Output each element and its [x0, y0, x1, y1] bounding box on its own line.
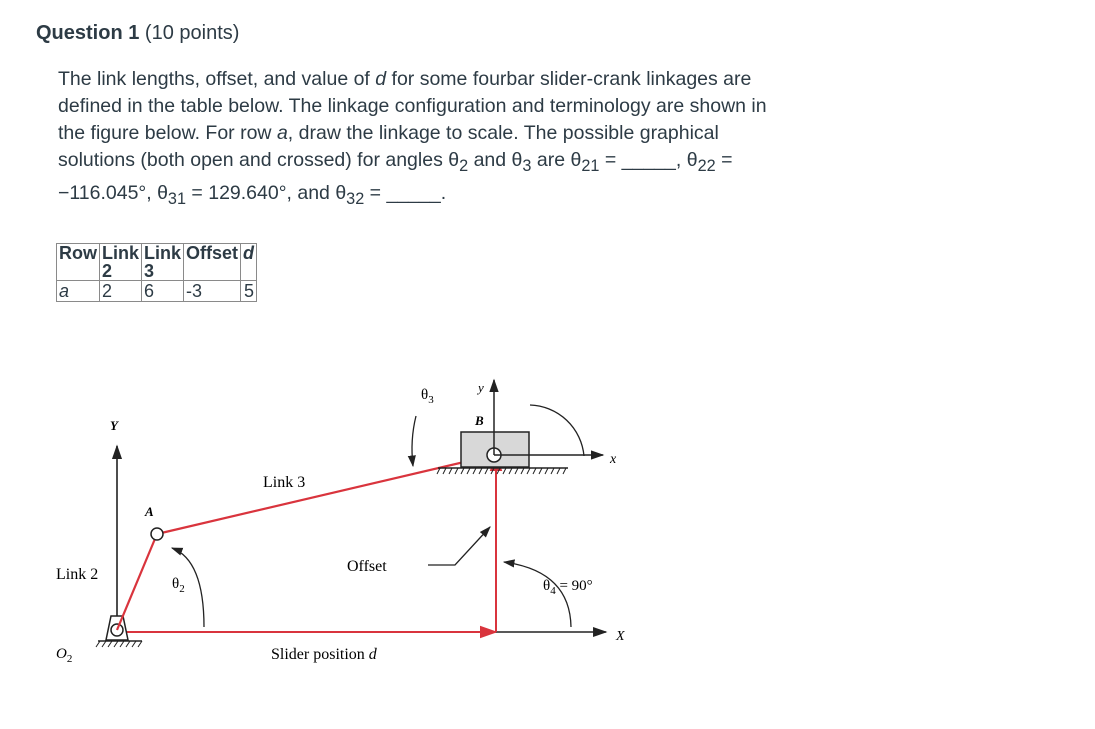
- label-theta2: $\theta_2$: [172, 576, 185, 595]
- header-link2: Link 2: [100, 244, 142, 281]
- theta3-arc: [412, 416, 416, 466]
- label-X: X: [616, 629, 625, 644]
- header-d: d: [241, 244, 257, 281]
- label-A: A: [145, 504, 154, 519]
- blank-theta32[interactable]: _____: [386, 181, 441, 204]
- label-link2: Link 2: [56, 566, 99, 583]
- cell-d: 5: [241, 281, 257, 302]
- link-3: [157, 455, 494, 534]
- link-2: [117, 534, 157, 630]
- pin-a: [151, 528, 163, 540]
- question-points: (10 points): [144, 22, 240, 44]
- text-line-5: −116.045°, $\theta_{31} = 129.640^\circ$, and $\theta_{32}$ = _____.: [58, 181, 447, 208]
- label-Y: Y: [110, 418, 118, 433]
- header-link3: Link 3: [142, 244, 184, 281]
- cell-link3: 6: [142, 281, 184, 302]
- cell-link2: 2: [100, 281, 142, 302]
- label-theta3: $\theta_3$: [421, 387, 434, 406]
- text-line-1: The link lengths, offset, and value of d for some fourbar slider-crank linkages are: [58, 68, 752, 90]
- label-offset: Offset: [347, 558, 387, 575]
- label-x: x: [610, 452, 617, 467]
- text-line-3: the figure below. For row a, draw the linkage to scale. The possible graphical: [58, 122, 719, 144]
- label-B: B: [475, 413, 484, 428]
- cell-offset: -3: [184, 281, 241, 302]
- offset-leader: [428, 527, 490, 565]
- label-link3: Link 3: [263, 474, 306, 491]
- slider-angle-arc: [530, 405, 584, 456]
- header-offset: Offset: [184, 244, 241, 281]
- question-number: Question 1: [36, 22, 140, 44]
- theta4-arc: [504, 562, 571, 627]
- label-o2: $O_2$: [56, 646, 73, 665]
- header-row: Row: [57, 244, 100, 281]
- slider-block: [437, 432, 568, 474]
- blank-theta21[interactable]: _____: [621, 149, 676, 171]
- text-line-2: defined in the table below. The linkage configuration and terminology are shown in: [58, 95, 767, 117]
- label-slider-position: Slider position d: [271, 646, 377, 663]
- cell-row: a: [57, 281, 100, 302]
- label-y: y: [478, 380, 484, 395]
- label-theta4: $\theta_4 = 90^\circ$: [543, 578, 593, 597]
- text-line-4: solutions (both open and crossed) for angles $\theta_2$ and $\theta_3$ are $\theta_{21}$ = _____, $\theta_{22}$ =: [58, 149, 733, 175]
